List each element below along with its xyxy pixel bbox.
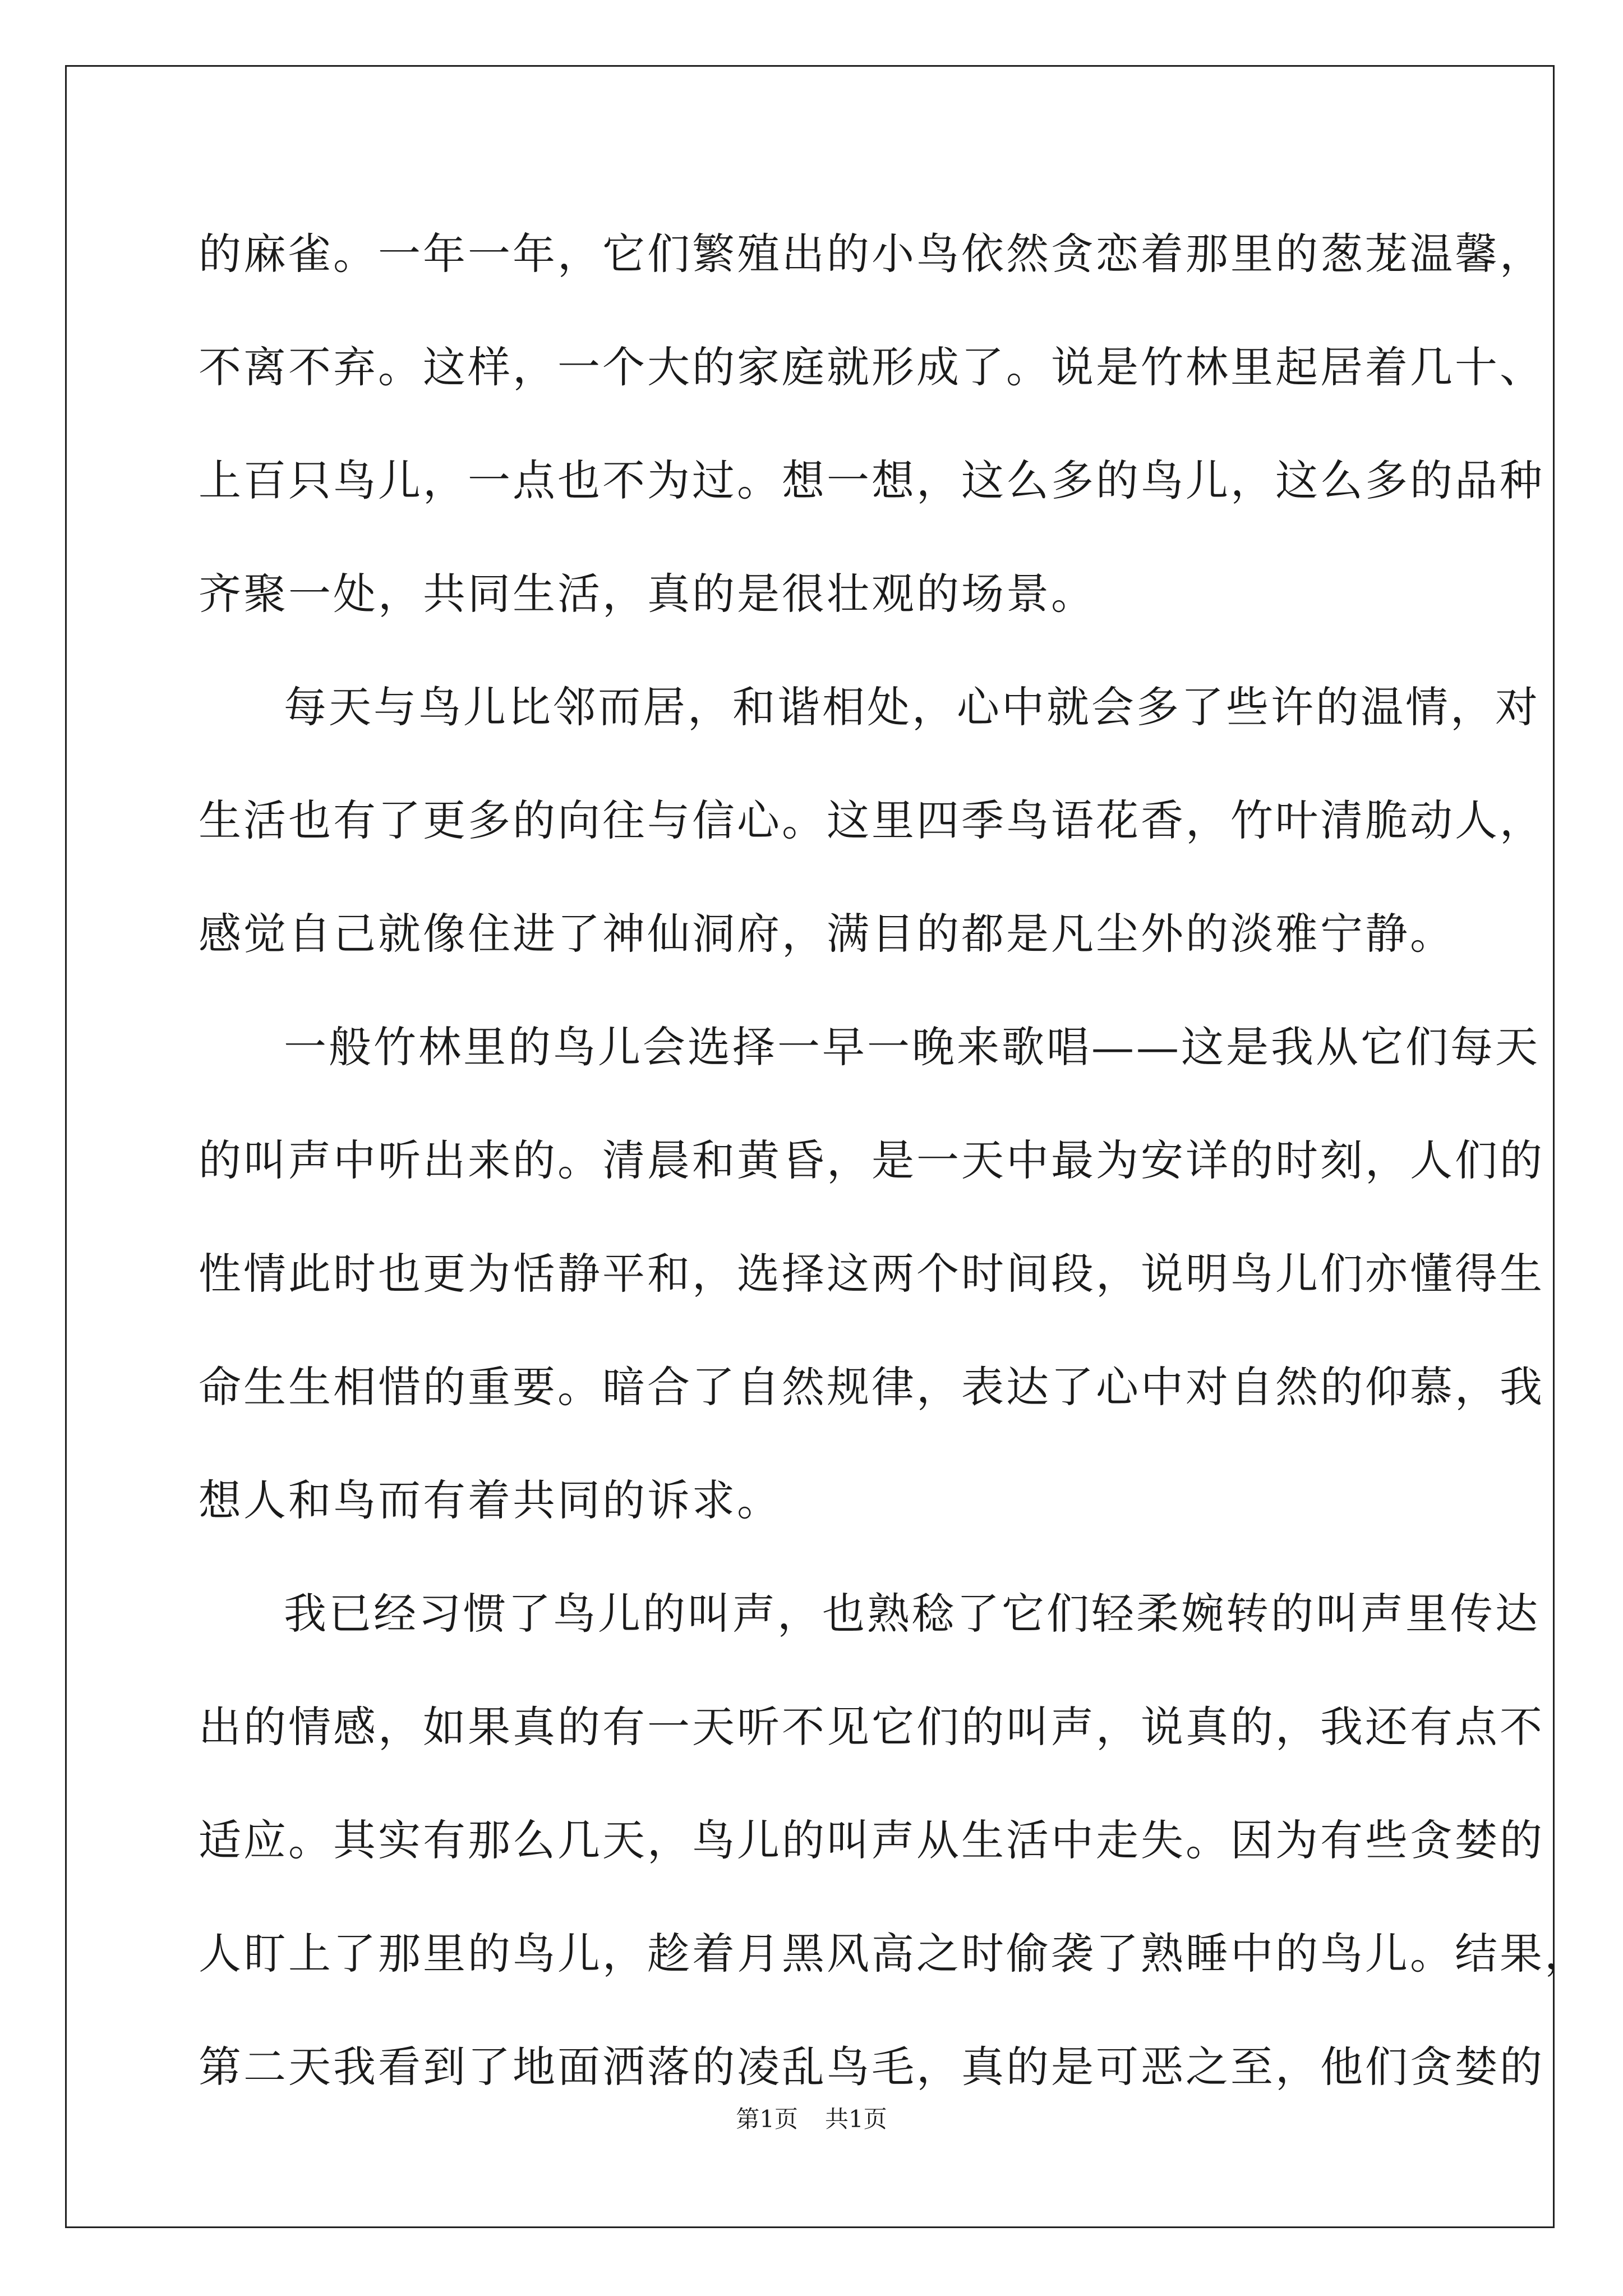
text-line: 想人和鸟而有着共同的诉求。 [199, 1475, 782, 1525]
text-line: 第二天我看到了地面洒落的凌乱鸟毛，真的是可恶之至，他们贪婪的 [199, 2042, 1544, 2092]
text-line: 齐聚一处，共同生活，真的是很壮观的场景。 [199, 569, 1096, 619]
page-number: 第1页 [736, 2105, 798, 2133]
text-line: 生活也有了更多的向往与信心。这里四季鸟语花香，竹叶清脆动人， [199, 795, 1544, 845]
document-body [199, 197, 1589, 2124]
text-line: 性情此时也更为恬静平和，选择这两个时间段，说明鸟儿们亦懂得生 [199, 1249, 1544, 1299]
text-line: 上百只鸟儿，一点也不为过。想一想，这么多的鸟儿，这么多的品种 [199, 455, 1544, 505]
text-line: 一般竹林里的鸟儿会选择一早一晚来歌唱——这是我从它们每天 [284, 1022, 1540, 1072]
text-line: 我已经习惯了鸟儿的叫声，也熟稔了它们轻柔婉转的叫声里传达 [284, 1589, 1540, 1639]
text-line: 不离不弃。这样，一个大的家庭就形成了。说是竹林里起居着几十、 [199, 342, 1544, 392]
text-line: 人盯上了那里的鸟儿，趁着月黑风高之时偷袭了熟睡中的鸟儿。结果， [199, 1929, 1589, 1978]
page-footer [0, 2101, 1623, 2134]
text-line: 出的情感，如果真的有一天听不见它们的叫声，说真的，我还有点不 [199, 1702, 1544, 1752]
text-line: 的叫声中听出来的。清晨和黄昏，是一天中最为安详的时刻，人们的 [199, 1135, 1544, 1185]
text-line: 适应。其实有那么几天，鸟儿的叫声从生活中走失。因为有些贪婪的 [199, 1815, 1544, 1865]
page-total: 共1页 [825, 2105, 887, 2133]
text-line: 命生生相惜的重要。暗合了自然规律，表达了心中对自然的仰慕，我 [199, 1362, 1544, 1412]
text-line: 的麻雀。一年一年，它们繁殖出的小鸟依然贪恋着那里的葱茏温馨， [199, 229, 1544, 279]
text-line: 每天与鸟儿比邻而居，和谐相处，心中就会多了些许的温情，对 [284, 682, 1540, 732]
text-line: 感觉自己就像住进了神仙洞府，满目的都是凡尘外的淡雅宁静。 [199, 909, 1455, 959]
